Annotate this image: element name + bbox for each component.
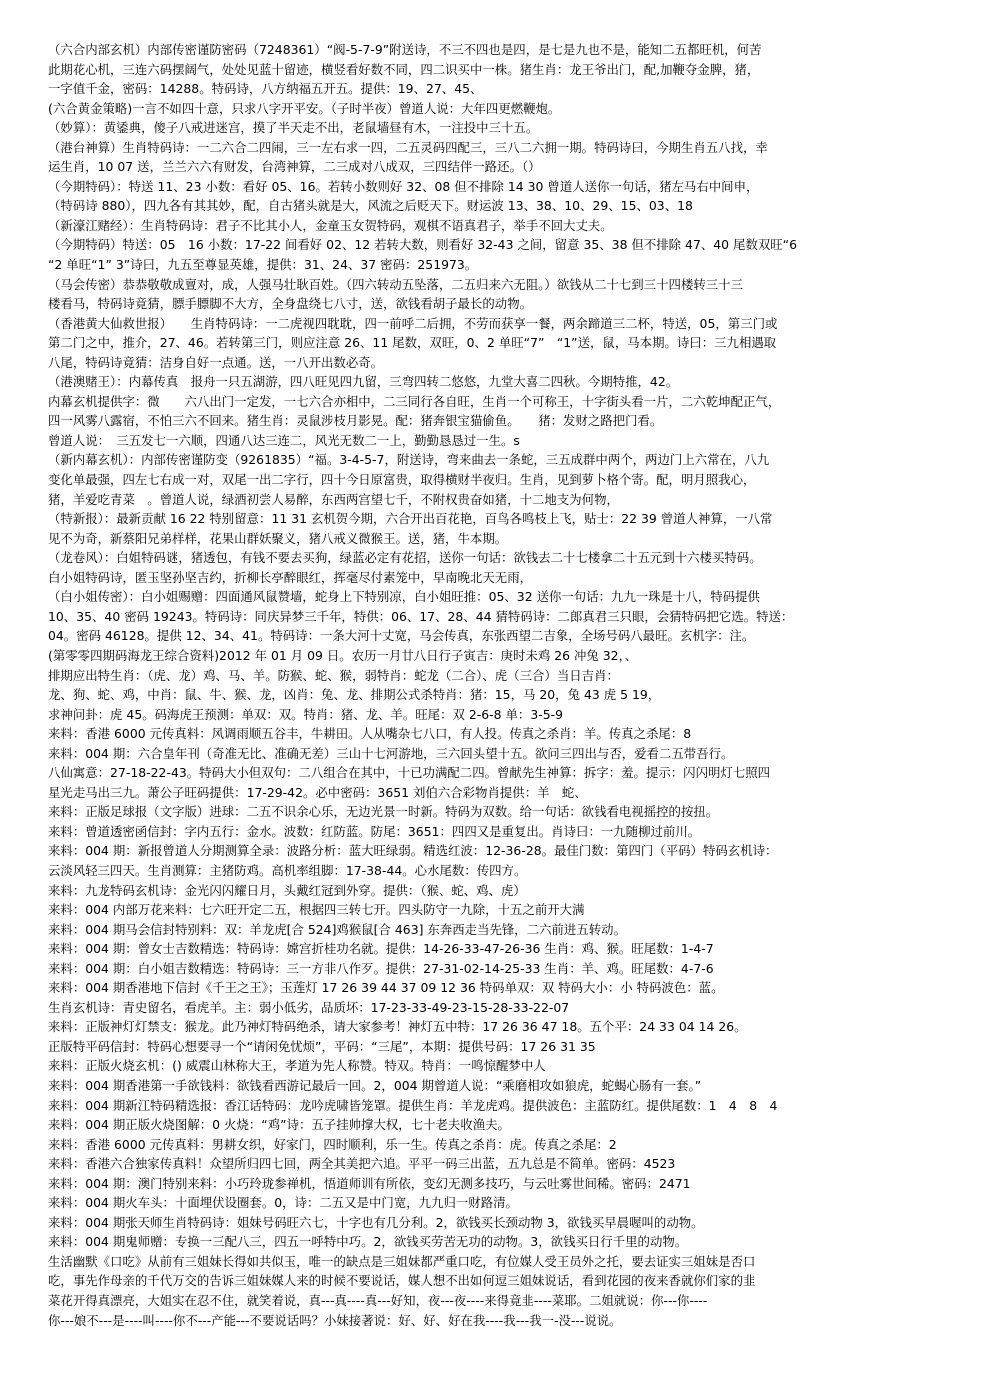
text-line: 此期花心机，三连六码摆阔气，处处见蓝十留迹，横竖看好数不同，四二识买中一株。猪生肖：龙王爷出门，配,加鞭夺金脾，猪， bbox=[48, 61, 760, 77]
text-line: 来料：004 期鬼师赠：专换一三配八三，四五一呼特中巧。2，欲钱买劳苦无功的动物。3，欲钱买日行千里的动物。 bbox=[48, 1234, 688, 1250]
text-line: 楼看马，特码诗竟猜，膘手膘脚不大方，全身盘绕七八寸，送，欲钱看胡子最长的动物。 bbox=[48, 296, 533, 312]
text-line: 来料：004 期：澳门特别来料：小巧玲珑参禅机，悟道师训有所依，变幻无测多技巧，与云吐雾世间稀。密码：2471 bbox=[48, 1175, 691, 1191]
text-line: 排期应出特生肖：（虎、龙）鸡、马、羊。防猴、蛇、猴，弱特肖：蛇龙（二合）、虎（三合）当日吉肖： bbox=[48, 667, 619, 683]
text-line: (第零零四期码海龙王综合资料)2012 年 01 月 09 日。农历一月廿八日行子寅吉：庚时未鸡 26 冲兔 32，、 bbox=[48, 647, 638, 663]
text-line: 来料：正版火烧玄机：() 威震山林称大王，孝道为先人称赞。特双。特肖：一鸣惊醒梦中人 bbox=[48, 1058, 546, 1074]
text-line: 来料：正版神灯灯禁支：猴龙。此乃神灯特码绝杀，请大家参考！神灯五中特：17 26 36 47 18。五个平：24 33 04 14 26。 bbox=[48, 1019, 747, 1035]
text-line: （马会传密）恭恭敬敬成亶对，成，人强马壮耿百姓。（四六转动五坠落，二五归来六无阻。）欲钱从二十七到三十四楼转三十三 bbox=[48, 276, 744, 292]
text-line: 白小姐特码诗，匿玉坚孙坚吉约，折柳长亭醉眼红，挥毫尽付素笼中，早南晚北天无雨， bbox=[48, 569, 533, 585]
text-line: 龙、狗、蛇、鸡，中肖：鼠、牛、猴、龙，凶肖：兔、龙、排期公式杀特肖：猪：15，马 20，兔 43 虎 5 19， bbox=[48, 687, 661, 703]
text-line: （白小姐传密）：白小姐赐赠：四面通风鼠赞墙，蛇身上下特别凉，白小姐旺推：05、32 送你一句话：九九一珠是十八，特码提供 bbox=[48, 589, 760, 605]
text-line: 来料：004 期新江特码精选报：香江话特码：龙吟虎啸皆笼罩。提供生肖：羊龙虎鸡。提供波色：主蓝防红。提供尾数：1 4 8 4 bbox=[48, 1097, 778, 1113]
text-line: 来料：004 期正版火烧图解：0 火烧：“鸡”诗：五子挂帅撑大权，七十老夫收渔夫。 bbox=[48, 1117, 510, 1133]
text-line: 变化单最强，四左七右成一对，双尾一出二字行，四十今日原富贵，取得横财半夜归。生肖，见到萝卜格个寄。配，明月照我心， bbox=[48, 472, 756, 488]
text-line: 生肖玄机诗：青史留名，看虎羊。主：弱小低劣，品质坏：17-23-33-49-23-15-28-33-22-07 bbox=[48, 999, 570, 1015]
text-line: 曾道人说： 三五发七一六顺，四通八达三连二，风光无数二一上，勤勤恳恳过一生。s bbox=[48, 432, 520, 448]
text-line: （港台神算）生肖特码诗：一二六合二四闹，三一左右求一四，二五灵码四配三，三八二六拥一期。特码诗曰，今期生肖五八找，幸 bbox=[48, 139, 768, 155]
text-line: “2 单旺“1” 3”诗曰，九五至尊显英雄，提供：31、24、37 密码：251973。 bbox=[48, 257, 478, 273]
text-line: 八尾，特码诗竟猜：洁身自好一点通。送，一八开出数必奇。 bbox=[48, 354, 384, 370]
text-line: 见不为奇，新蔡阳兄弟样样，花果山群妖聚义，猪八戒义微猴王。送，猪，牛本期。 bbox=[48, 530, 508, 546]
text-line: 内幕玄机提供字：微 六八出门一定发，一七六合亦相中，二三同行各自旺，生肖一个可称王，十字街头看一片，二六乾坤配正气， bbox=[48, 393, 781, 409]
text-line: （香港黄大仙救世报） 生肖特码诗：一二虎视四耽耽，四一前呼二后拥，不劳而获享一餐，两余蹄道三二杯，特送，05，第三门或 bbox=[48, 315, 778, 331]
text-line: 求神问卦：虎 45。码海虎王预测：单双：双。特肖：猪、龙、羊。旺尾：双 2-6-8 单：3-5-9 bbox=[48, 706, 564, 722]
text-line: （特新报）：最新贡献 16 22 特别留意：11 31 玄机贺今期，六合开出百花艳，百鸟各鸣枝上飞，贴士：22 39 曾道人神算，一八常 bbox=[48, 511, 773, 527]
text-line: 正版特平码信封：特码心想要寻一个“请闲免忧烦”，平码：“三尾”，本期：提供号码：17 26 31 35 bbox=[48, 1038, 596, 1054]
text-line: （今期特码）特送：05 16 小数：17-22 间看好 02、12 若转大数，则看好 32-43 之间，留意 35、38 但不排除 47、40 尾数双旺“6 bbox=[48, 237, 798, 253]
text-line: 云淡风轻三四天。生肖测算：主猪防鸡。高机率组脚：17-38-44。心水尾数：传四方。 bbox=[48, 862, 527, 878]
text-line: 来料：曾道透密函信封：字内五行：金水。波数：红防蓝。防尾：3651：四四又是重复出。肖诗曰：一九随柳过前川。 bbox=[48, 823, 701, 839]
text-line: 来料：004 期香港第一手欲钱料：欲钱看西游记最后一回。2，004 期曾道人说：“乘磨相攻如狼虎，蛇蝎心肠有一套。” bbox=[48, 1077, 702, 1093]
text-line: 来料：九龙特码玄机诗：金光闪闪耀日月，头戴红冠到外穿。提供：（猴、蛇、鸡、虎） bbox=[48, 882, 526, 898]
text-line: 第二门之中，推介，27、46。若转第三门，则应注意 26、11 尾数，双旺，0、2 单旺“7” “1”送，鼠，马本期。诗曰：三九相遇取 bbox=[48, 335, 777, 351]
text-line: 来料：004 期香港地下信封《千王之王》；玉莲灯 17 26 39 44 37 09 12 36 特码单双：双 特码大小：小 特码波色：蓝。 bbox=[48, 980, 724, 996]
text-line: 菜花开得真漂亮，大姐实在忍不住，就笑着说，真---真----真---好知，夜---夜----来得竟韭----菜耶。二姐就说：你---你---- bbox=[48, 1293, 708, 1308]
text-line: 来料：香港 6000 元传真料：男耕女织，好家门，四时顺利，乐一生。传真之杀肖：虎。传真之杀尾：2 bbox=[48, 1136, 617, 1152]
text-line: （新濠江赌经）：生肖特码诗：君子不比其小人，金童玉女贺特码，观棋不语真君子，举手不回大丈夫。 bbox=[48, 217, 613, 233]
text-line: （今期特码）：特送 11、23 小数：看好 05、16。若转小数则好 32、08 但不排除 14 30 曾道人送你一句话，猪左马右中间申， bbox=[48, 178, 759, 194]
text-line: （新内幕玄机）：内部传密谨防变（9261835）“福。3-4-5-7，附送诗，弯来曲去一条蛇，三五成群中两个，两边门上六常在，八九 bbox=[48, 452, 770, 468]
text-line: （妙算）：黄鋈典，傻子八戒进迷宫，摸了半天走不出，老鼠墙昼有木，一注投中三十五。 bbox=[48, 120, 539, 136]
text-line: （六合内部玄机）内部传密谨防密码（7248361）“阀-5-7-9”附送诗，不三不四也是四，是七是九也不是，能知二五都旺机，何苦 bbox=[48, 42, 762, 57]
text-line: 来料：004 期：新报曾道人分期测算全录：波路分析：蓝大旺绿弱。精选红波：12-36-28。最佳门数：第四门（平码）特码玄机诗： bbox=[48, 843, 778, 859]
text-line: 一字值千金，密码：14288。特码诗，八方纳福五开五。提供：19、27、45、 bbox=[48, 81, 483, 97]
text-line: 你---娘不---是----叫----你不---产能---不要说话吗？小妹接著说：好、好、好在我----我---我一-没---说说。 bbox=[48, 1312, 622, 1328]
text-line: 生活幽默《口吃》从前有三姐妹长得如共似玉，唯一的缺点是三姐妹都严重口吃，有位媒人受王员外之托，要去证实三姐妹是否口 bbox=[48, 1253, 756, 1269]
text-line: (六合黄金策略)一言不如四十意，只求八字开平安。（子时半夜）曾道人说：大年四更燃鞭炮。 bbox=[48, 100, 561, 116]
text-line: 来料：004 内部万花来料：七六旺开定二五，根据四三转七开。四头防守一九除，十五之前开大满 bbox=[48, 902, 585, 918]
text-line: 来料：香港六合独家传真料！众望所归四七回，两全其美把六追。平平一码三出蓝，五九总是不简单。密码：4523 bbox=[48, 1156, 676, 1172]
text-line: 来料：004 期马会信封特别料：双：羊龙虎[合 524]鸡猴鼠[合 463] 东奔西走当先锋，二六前进五转动。 bbox=[48, 921, 626, 937]
text-line: （特码诗 880），四九各有其其妙，配，自古猪头就是大，风流之后贬天下。财运波 13、38、10、29、15、03、18 bbox=[48, 198, 693, 214]
text-line: 来料：004 期张天师生肖特码诗：姐妹号码旺六七，十字也有几分利。2，欲钱买长颈动物 3，欲钱买早晨喔叫的动物。 bbox=[48, 1214, 704, 1230]
text-line: 04。密码 46128。提供 12、34、41。特码诗：一条大河十丈宽，马会传真，东张西望二吉象，全场号码八最旺。玄机字：注。 bbox=[48, 628, 755, 644]
text-line: 来料：004 期：白小姐吉数精选：特码诗：三一方非八作歹。提供：27-31-02-14-25-33 生肖：羊、鸡。旺尾数：4-7-6 bbox=[48, 960, 714, 976]
text-line: 吃，事先作母亲的千代万交的告诉三姐妹媒人来的时候不要说话，媒人想不出如何逗三姐妹说话，看到花园的夜来香就你们家的韭 bbox=[48, 1273, 756, 1289]
text-line: （港澳赌王）：内幕传真 报舟一只五湖游，四八旺见四九留，三弯四转二悠悠，九堂大喜二四秋。今期特推，42。 bbox=[48, 374, 679, 390]
text-line: 来料：正版足球报（文字版）进球：二五不识余心乐，无边光景一时新。特码为双数。给一句话：欲钱看电视摇控的按扭。 bbox=[48, 804, 719, 820]
text-line: 猪，羊爱吃青菜 。曾道人说，绿酒初尝人易醉，东西两宫望七千，不附权贵奋如猪，十二地支为何物， bbox=[48, 491, 619, 507]
text-line: 星光走马出三九。萧公子旺码提供：17-29-42。必中密码：3651 刘伯六合彩物肖提供：羊 蛇、 bbox=[48, 784, 587, 800]
text-line: （龙卷风）：白姐特码谜，猪透包，有钱不要去买狗，绿蓝必定有花招，送你一句话：欲钱去二十七楼拿二十五元到十六楼买特码。 bbox=[48, 550, 762, 566]
text-line: 八仙寓意：27-18-22-43。特码大小但双句：二八组合在其中，十已功满配二四。曾献先生神算：拆字：羞。提示：闪闪明灯七照四 bbox=[48, 765, 771, 781]
text-line: 来料：004 期：六合皇年刊（奇准无比、准确无差）三山十七河游地，三六回头望十五。欲问三四出与否，爱看二五带吾行。 bbox=[48, 745, 734, 761]
text-line: 来料：004 期火车头：十面埋伏设圈套。0，诗：二五又是中门宽，九九归一财路清。 bbox=[48, 1195, 518, 1211]
text-line: 来料：004 期：曾女士吉数精选：特码诗：嫦宫折桂功名就。提供：14-26-33-47-26-36 生肖：鸡、猴。旺尾数：1-4-7 bbox=[48, 941, 714, 957]
text-line: 10、35、40 密码 19243。特码诗：同庆异梦三千年，特供：06、17、28、44 猜特码诗：二郎真君三只眼，会猜特码把它选。特送： bbox=[48, 608, 794, 624]
text-line: 运生肖，10 07 送，兰兰六六有财发，台湾神算，二三成对八成双，三四结伴一路还。（） bbox=[48, 159, 541, 175]
text-line: 来料：香港 6000 元传真料：风调雨顺五谷丰，牛耕田。人从嘴杂七八口，有人投。传真之杀肖：羊。传真之杀尾：8 bbox=[48, 726, 692, 742]
text-line: 四一风雾八露宿，不怕三六不回来。猪生肖：灵鼠涉枝月影晃。配：猪奔银宝猫偷鱼。 猪：发财之路把门看。 bbox=[48, 413, 663, 429]
